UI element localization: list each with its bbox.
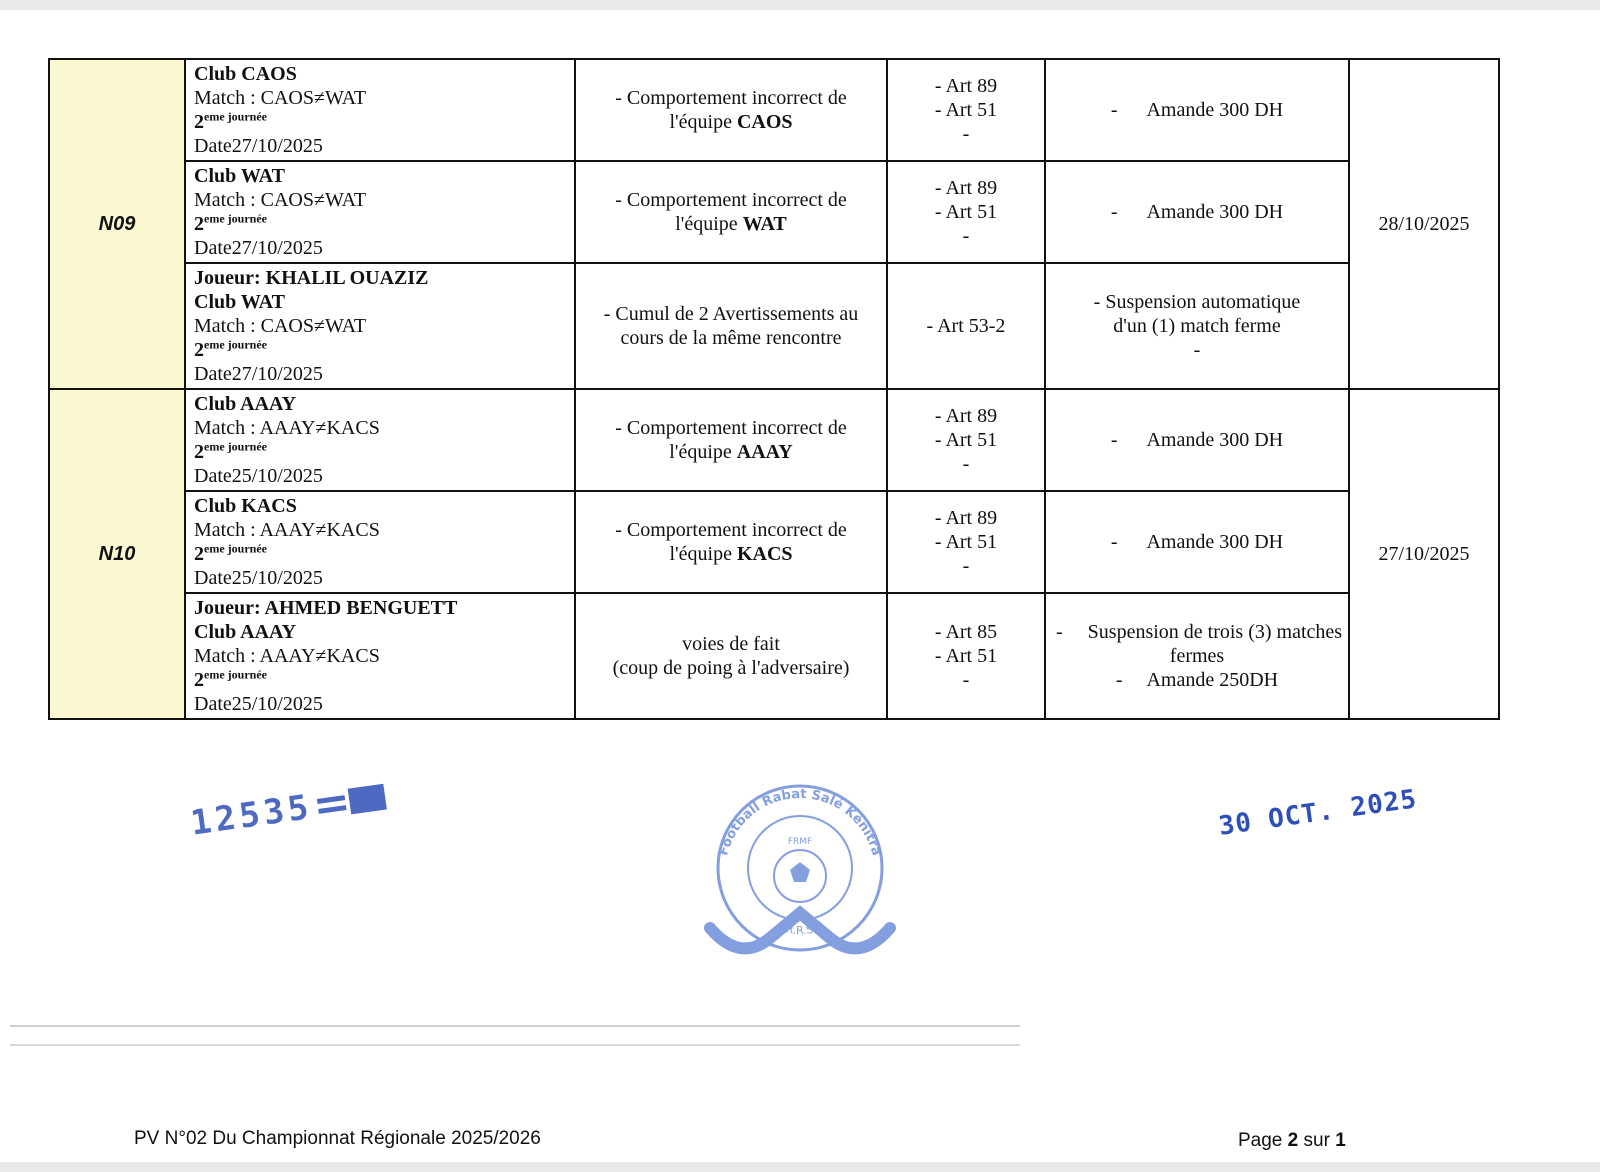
subject-info (185, 389, 575, 491)
subject-info (185, 59, 575, 161)
articles (887, 389, 1045, 491)
match-text: Match : CAOS≠WAT (194, 189, 367, 211)
sanction (1045, 491, 1349, 593)
offense-text: - Comportement incorrect de (615, 519, 847, 541)
sanctions-table (48, 58, 1500, 720)
seal-fed-text: FRMF (787, 837, 813, 847)
offense-text: l'équipe (669, 441, 732, 463)
article-ref: - Art 89 (934, 507, 998, 529)
offense-line (586, 518, 876, 542)
received-date-stamp: 30 OCT. 2025 (1216, 784, 1419, 842)
group-code: N10 (49, 389, 185, 719)
sanction (1045, 389, 1349, 491)
sanction-line: - Amande 300 DH (1110, 429, 1284, 451)
sanction-line: - Amande 300 DH (1110, 531, 1284, 553)
article-ref: - (962, 453, 970, 475)
offense-line (586, 326, 876, 350)
table-row (49, 491, 1499, 593)
offense-description (575, 263, 887, 389)
offense-description (575, 389, 887, 491)
of-word: sur (1303, 1130, 1330, 1151)
offense-text: cours de la même rencontre (620, 327, 842, 349)
sanction-line: - Amande 300 DH (1110, 201, 1284, 223)
player-name: Joueur: AHMED BENGUETT (194, 597, 458, 619)
subject-info (185, 593, 575, 719)
match-date: Date27/10/2025 (194, 363, 323, 385)
article-ref: - Art 51 (934, 99, 998, 121)
page-total: 1 (1335, 1130, 1346, 1151)
offense-description (575, 593, 887, 719)
divider-line (10, 1044, 1020, 1046)
round-text (194, 542, 566, 566)
articles (887, 491, 1045, 593)
offense-team: WAT (742, 213, 787, 235)
offense-line (586, 542, 876, 566)
sanction (1045, 161, 1349, 263)
offense-text: l'équipe (669, 111, 732, 133)
offense-line (586, 656, 876, 680)
footer-title: PV N°02 Du Championnat Régionale 2025/2026 (134, 1128, 541, 1149)
subject-info (185, 161, 575, 263)
article-ref: - (962, 555, 970, 577)
offense-line (586, 416, 876, 440)
offense-text: - Comportement incorrect de (615, 417, 847, 439)
match-date: Date27/10/2025 (194, 237, 323, 259)
round-text (194, 110, 566, 134)
club-name: Club KACS (194, 495, 297, 517)
sanction (1045, 593, 1349, 719)
document-page (0, 10, 1600, 1162)
match-date: Date25/10/2025 (194, 465, 323, 487)
table-row (49, 389, 1499, 491)
offense-text: - Comportement incorrect de (615, 189, 847, 211)
match-date: Date25/10/2025 (194, 567, 323, 589)
article-ref: - Art 89 (934, 75, 998, 97)
sanction-line: - (1193, 339, 1201, 361)
article-ref: - Art 89 (934, 405, 998, 427)
subject-info (185, 491, 575, 593)
round-suffix: eme journée (204, 439, 267, 454)
offense-text: - Cumul de 2 Avertissements au (603, 303, 859, 325)
offense-text: (coup de poing à l'adversaire) (612, 657, 850, 679)
match-text: Match : AAAY≠KACS (194, 645, 380, 667)
club-name: Club AAAY (194, 621, 297, 643)
offense-line (586, 188, 876, 212)
offense-team: KACS (736, 543, 793, 565)
round-number: 2 (194, 669, 204, 691)
sanction-line: - Amande 250DH (1115, 669, 1279, 691)
round-number: 2 (194, 543, 204, 565)
league-seal-icon (700, 778, 900, 968)
offense-line (586, 632, 876, 656)
footer-page-number (1238, 1130, 1346, 1152)
stamp-bars-icon (316, 783, 389, 822)
articles (887, 263, 1045, 389)
sanction-line: - Amande 300 DH (1110, 99, 1284, 121)
round-suffix: eme journée (204, 667, 267, 682)
offense-team: CAOS (736, 111, 793, 133)
round-suffix: eme journée (204, 541, 267, 556)
round-number: 2 (194, 111, 204, 133)
divider-line (10, 1025, 1020, 1027)
sanction-line: fermes (1169, 645, 1225, 667)
match-text: Match : CAOS≠WAT (194, 315, 367, 337)
offense-line (586, 212, 876, 236)
match-date: Date27/10/2025 (194, 135, 323, 157)
group-code: N09 (49, 59, 185, 389)
registration-number: 12535 (188, 786, 315, 844)
round-number: 2 (194, 339, 204, 361)
decision-date: 27/10/2025 (1349, 389, 1499, 719)
article-ref: - Art 51 (934, 429, 998, 451)
page-word: Page (1238, 1130, 1283, 1151)
seal-bottom-text: L.R.R.S.K (775, 919, 825, 938)
sanction (1045, 263, 1349, 389)
club-name: Club WAT (194, 165, 285, 187)
article-ref: - (962, 123, 970, 145)
page-num: 2 (1287, 1130, 1299, 1151)
round-number: 2 (194, 441, 204, 463)
round-text (194, 338, 566, 362)
round-text (194, 668, 566, 692)
offense-text: voies de fait (682, 633, 780, 655)
offense-line (586, 302, 876, 326)
player-name: Joueur: KHALIL OUAZIZ (194, 267, 429, 289)
sanction-line: - Suspension de trois (3) matches (1056, 621, 1343, 643)
round-suffix: eme journée (204, 211, 267, 226)
offense-text: l'équipe (675, 213, 738, 235)
offense-description (575, 59, 887, 161)
club-name: Club WAT (194, 291, 285, 313)
article-ref: - Art 53-2 (926, 315, 1006, 337)
article-ref: - Art 51 (934, 201, 998, 223)
article-ref: - Art 89 (934, 177, 998, 199)
table-row (49, 59, 1499, 161)
offense-description (575, 161, 887, 263)
offense-description (575, 491, 887, 593)
offense-text: - Comportement incorrect de (615, 87, 847, 109)
table-row (49, 161, 1499, 263)
round-text (194, 212, 566, 236)
match-text: Match : CAOS≠WAT (194, 87, 367, 109)
offense-text: l'équipe (669, 543, 732, 565)
round-suffix: eme journée (204, 337, 267, 352)
club-name: Club AAAY (194, 393, 297, 415)
subject-info (185, 263, 575, 389)
table-row (49, 593, 1499, 719)
decision-date: 28/10/2025 (1349, 59, 1499, 389)
club-name: Club CAOS (194, 63, 297, 85)
table-row (49, 263, 1499, 389)
registration-stamp (188, 776, 390, 843)
offense-line (586, 440, 876, 464)
articles (887, 59, 1045, 161)
round-text (194, 440, 566, 464)
offense-line (586, 110, 876, 134)
article-ref: - (962, 669, 970, 691)
article-ref: - Art 85 (934, 621, 998, 643)
offense-line (586, 86, 876, 110)
articles (887, 593, 1045, 719)
sanction (1045, 59, 1349, 161)
sanction-line: d'un (1) match ferme (1113, 315, 1281, 337)
article-ref: - (962, 225, 970, 247)
sanction-line: - Suspension automatique (1093, 291, 1301, 313)
match-date: Date25/10/2025 (194, 693, 323, 715)
article-ref: - Art 51 (934, 645, 998, 667)
round-number: 2 (194, 213, 204, 235)
articles (887, 161, 1045, 263)
round-suffix: eme journée (204, 109, 267, 124)
offense-team: AAAY (736, 441, 793, 463)
match-text: Match : AAAY≠KACS (194, 417, 380, 439)
article-ref: - Art 51 (934, 531, 998, 553)
seal-top-text: Football Rabat Salé Kénitra (716, 786, 884, 858)
match-text: Match : AAAY≠KACS (194, 519, 380, 541)
